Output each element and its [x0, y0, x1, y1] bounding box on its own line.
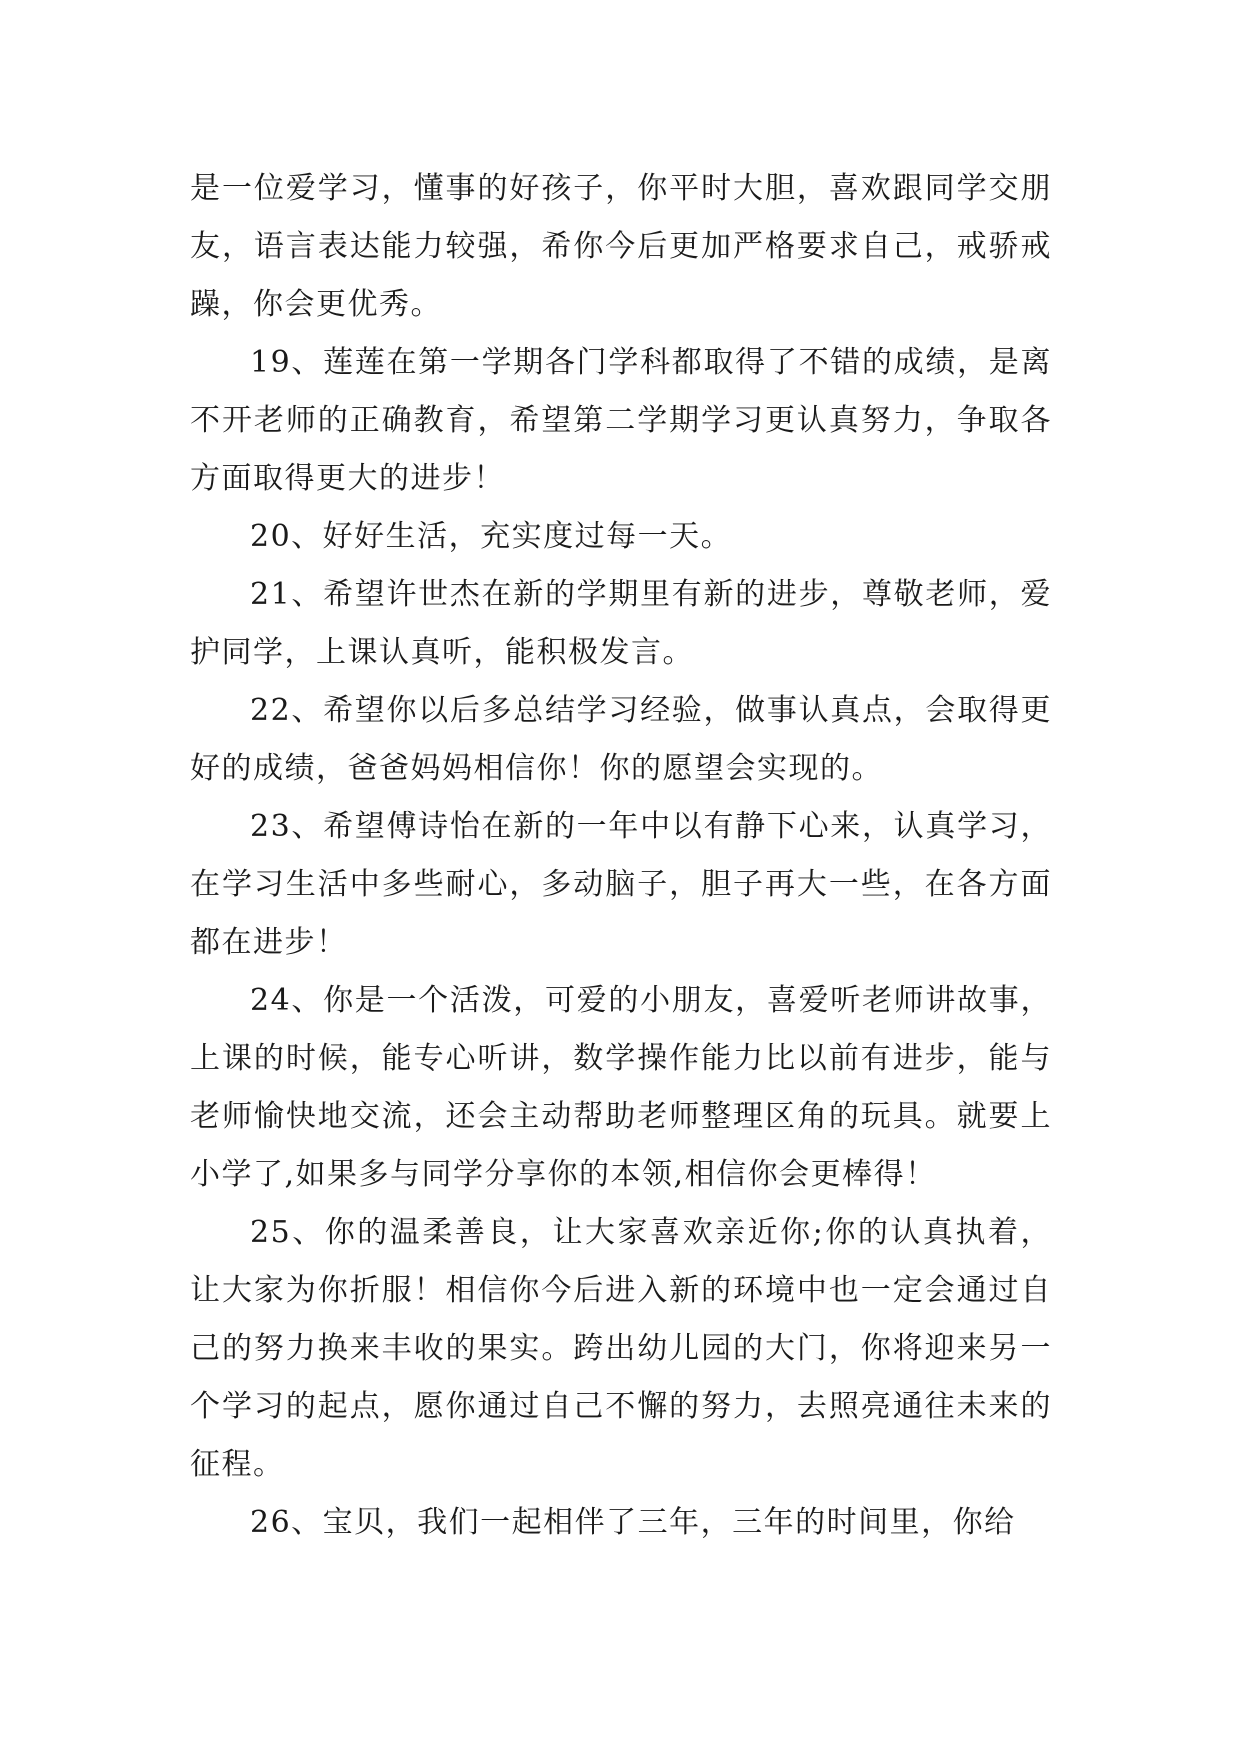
paragraph-continuation: 是一位爱学习，懂事的好孩子，你平时大胆，喜欢跟同学交朋友，语言表达能力较强，希你今后更加严格要求自己，戒骄戒躁，你会更优秀。 [190, 171, 1052, 322]
document-body [190, 160, 1052, 1552]
paragraph-comment-26: 26、宝贝，我们一起相伴了三年，三年的时间里，你给 [250, 1505, 1016, 1540]
paragraph-comment-25: 25、你的温柔善良，让大家喜欢亲近你;你的认真执着，让大家为你折服！相信你今后进入新的环境中也一定会通过自己的努力换来丰收的果实。跨出幼儿园的大门，你将迎来另一个学习的起点，愿你通过自己不懈的努力，去照亮通往未来的征程。 [190, 1215, 1052, 1482]
paragraph-comment-19: 19、莲莲在第一学期各门学科都取得了不错的成绩，是离不开老师的正确教育，希望第二学期学习更认真努力，争取各方面取得更大的进步！ [190, 345, 1052, 496]
paragraph-comment-21: 21、希望许世杰在新的学期里有新的进步，尊敬老师，爱护同学，上课认真听，能积极发言。 [190, 577, 1052, 670]
paragraph-comment-22: 22、希望你以后多总结学习经验，做事认真点，会取得更好的成绩，爸爸妈妈相信你！你的愿望会实现的。 [190, 693, 1052, 786]
paragraph-comment-20: 20、好好生活，充实度过每一天。 [250, 519, 733, 554]
paragraph-comment-24: 24、你是一个活泼，可爱的小朋友，喜爱听老师讲故事，上课的时候，能专心听讲，数学操作能力比以前有进步，能与老师愉快地交流，还会主动帮助老师整理区角的玩具。就要上小学了,如果多与同学分享你的本领,相信你会更棒得！ [190, 983, 1052, 1192]
paragraph-comment-23: 23、希望傅诗怡在新的一年中以有静下心来，认真学习，在学习生活中多些耐心，多动脑子，胆子再大一些，在各方面都在进步！ [190, 809, 1052, 960]
